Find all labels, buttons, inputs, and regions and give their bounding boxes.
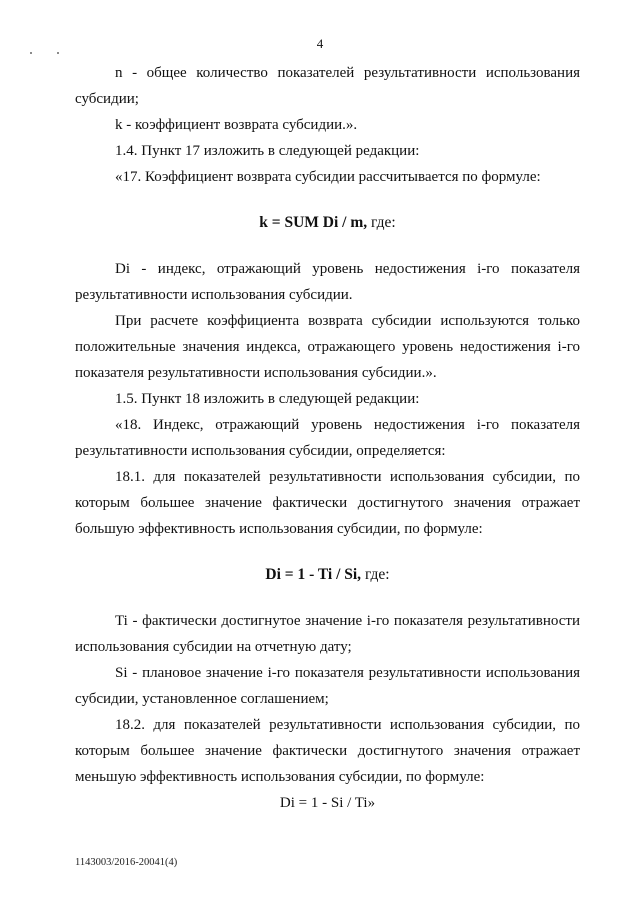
page-number: 4 [316,36,324,51]
paragraph-ti-definition: Ti - фактически достигнутое значение i-го показателя результативности использования субсидии на отчетную дату; [75,613,580,655]
formula-di-1 [75,562,580,588]
paragraph-18-1: 18.1. для показателей результативности использования субсидии, по которым большее значение фактически достигнутого значения отражает большую эффективность использования субсидии, по формуле: [75,469,580,537]
paragraph-18: «18. Индекс, отражающий уровень недостижения i-го показателя результативности использования субсидии, определяется: [75,417,580,459]
scan-speck [57,52,59,54]
scan-speck [30,52,32,54]
paragraph-di-definition: Di - индекс, отражающий уровень недостижения i-го показателя результативности использования субсидии. [75,261,580,303]
paragraph-n-definition: n - общее количество показателей результативности использования субсидии; [75,65,580,107]
formula-k [75,210,580,236]
formula-k-suffix: где: [367,214,396,231]
paragraph-17: «17. Коэффициент возврата субсидии рассчитывается по формуле: [115,169,541,185]
document-body [75,60,580,816]
document-footer-code: 1143003/2016-20041(4) [75,857,178,868]
paragraph-k-definition: k - коэффициент возврата субсидии.». [115,117,358,133]
paragraph-si-definition: Si - плановое значение i-го показателя результативности использования субсидии, установленное соглашением; [75,665,580,707]
formula-di-1-suffix: где: [361,566,390,583]
formula-di-2: Di = 1 - Si / Ti» [279,795,376,811]
formula-di-1-expression: Di = 1 - Ti / Si, [265,566,362,583]
paragraph-1-4: 1.4. Пункт 17 изложить в следующей редакции: [115,143,420,159]
formula-k-expression: k = SUM Di / m, [259,214,368,231]
paragraph-1-5: 1.5. Пункт 18 изложить в следующей редакции: [115,391,420,407]
paragraph-positive-values: При расчете коэффициента возврата субсидии используются только положительные значения индекса, отражающего уровень недостижения i-го показателя результативности использования субсидии.». [75,313,580,381]
paragraph-18-2: 18.2. для показателей результативности использования субсидии, по которым большее значение фактически достигнутого значения отражает меньшую эффективность использования субсидии, по формуле: [75,717,580,785]
